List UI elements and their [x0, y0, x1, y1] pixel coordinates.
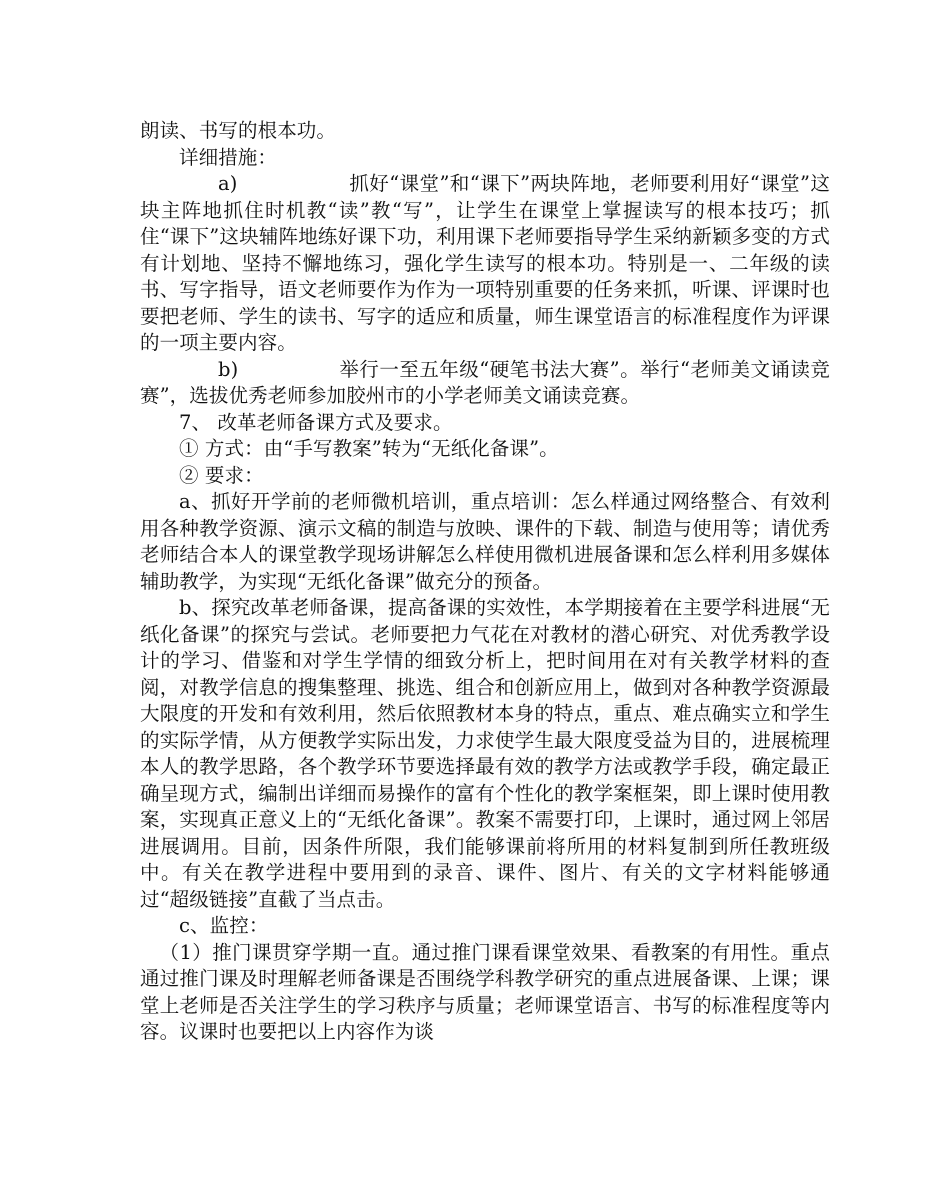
paragraph-text: ② 要求： — [179, 463, 264, 487]
paragraph-text: 7、 改革老师备课方式及要求。 — [179, 410, 453, 434]
paragraph-requirement-a — [140, 489, 830, 595]
list-marker: a) — [218, 172, 238, 195]
paragraph-text: 举行一至五年级“硬笔书法大赛”。举行“老师美文诵读竞赛”，选拔优秀老师参加胶州市的小学老师美文诵读竞赛。 — [140, 357, 830, 407]
paragraph-text: ① 方式：由“手写教案”转为“无纸化备课”。 — [179, 437, 559, 460]
paragraph-item-b — [140, 357, 830, 410]
paragraph-text: 朗读、书写的根本功。 — [140, 119, 337, 142]
paragraph-requirements — [140, 463, 830, 490]
paragraph-text: b、探究改革老师备课，提高备课的实效性，本学期接着在主要学科进展“无纸化备课”的探究与尝试。老师要把力气花在对教材的潜心研究、对优秀教学设计的学习、借鉴和对学生学情的细致分析上，把时间用在对有关教学材料的查阅，对教学信息的搜集整理、挑选、组合和创新应用上，做到对各种教学资源最大限度的开发和有效利用，然后依照教材本身的特点，重点、难点确实立和学生的实际学情，从方便教学实际出发，力求使学生最大限度受益为目的，进展梳理本人的教学思路，各个教学环节要选择最有效的教学方法或教学手段，确定最正确呈现方式，编制出详细而易操作的富有个性化的教学案框架，即上课时使用教案，实现真正意义上的“无纸化备课”。教案不需要打印，上课时，通过网上邻居进展调用。目前，因条件所限，我们能够课前将所用的材料复制到所任教班级中。有关在教学进程中要用到的录音、课件、图片、有关的文字材料能够通过“超级链接”直截了当点击。 — [140, 596, 830, 911]
document-body — [140, 118, 830, 1046]
paragraph-text: 抓好“课堂”和“课下”两块阵地，老师要利用好“课堂”这块主阵地抓住时机教“读”教“写”，让学生在课堂上掌握读写的根本技巧；抓住“课下”这块辅阵地练好课下功，利用课下老师要指导学生采纳新颖多变的方式有计划地、坚持不懈地练习，强化学生读写的根本功。特别是一、二年级的读书、写字指导，语文老师要作为作为一项特别重要的任务来抓，听课、评课时也要把老师、学生的读书、写字的适应和质量，师生课堂语言的标准程度作为评课的一项主要内容。 — [140, 172, 830, 354]
paragraph-monitoring — [140, 913, 830, 940]
paragraph-text: a、抓好开学前的老师微机培训，重点培训：怎么样通过网络整合、有效利用各种教学资源、演示文稿的制造与放映、课件的下载、制造与使用等；请优秀老师结合本人的课堂教学现场讲解怎么样使用微机进展备课和怎么样利用多媒体辅助教学，为实现“无纸化备课”做充分的预备。 — [140, 490, 830, 593]
paragraph-requirement-b — [140, 595, 830, 913]
paragraph-method — [140, 436, 830, 463]
paragraph-monitoring-1 — [140, 940, 830, 1046]
paragraph-section-7 — [140, 410, 830, 437]
list-marker: b) — [218, 357, 239, 381]
paragraph-text: 详细措施： — [179, 145, 278, 169]
paragraph-continuation — [140, 118, 830, 145]
paragraph-text: （1）推门课贯穿学期一直。通过推门课看课堂效果、看教案的有用性。重点通过推门课及时理解老师备课是否围绕学科教学研究的重点进展备课、上课；课堂上老师是否关注学生的学习秩序与质量；老师课堂语言、书写的标准程度等内容。议课时也要把以上内容作为谈 — [140, 940, 830, 1043]
paragraph-text: c、监控： — [179, 914, 269, 937]
paragraph-item-a — [140, 171, 830, 357]
paragraph-heading-measures — [140, 145, 830, 172]
